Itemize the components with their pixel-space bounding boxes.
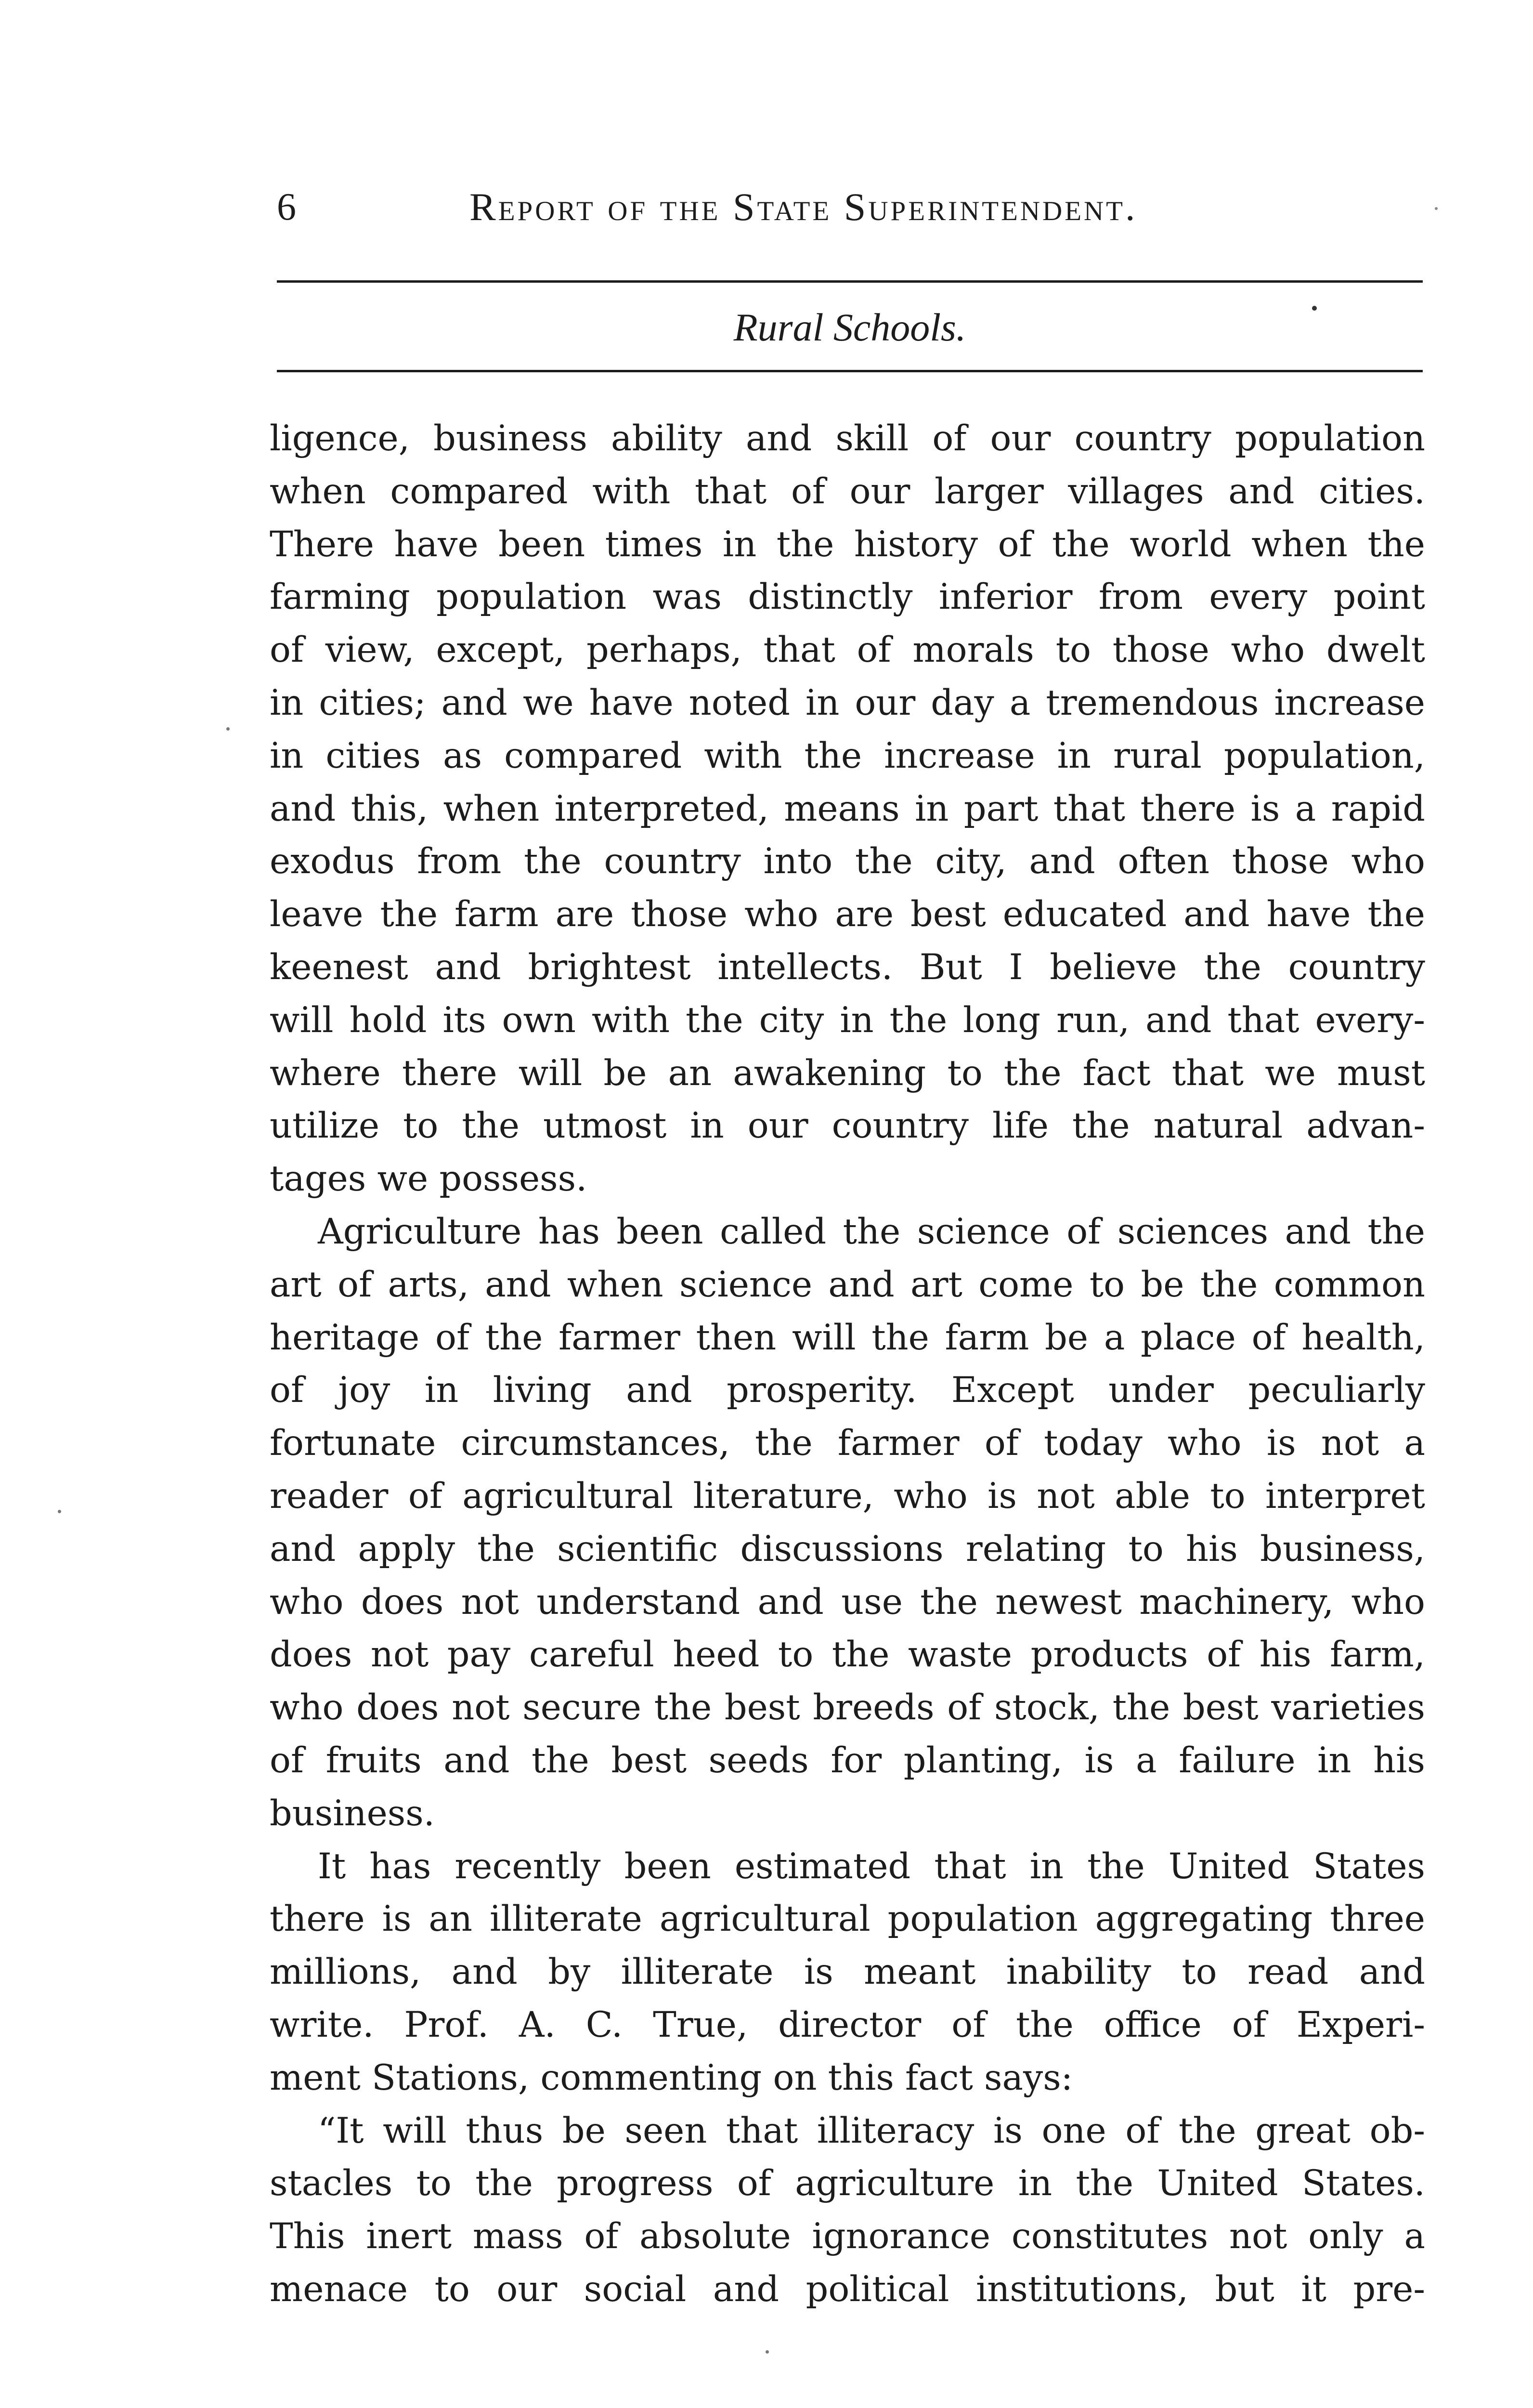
- print-speck: [1312, 306, 1317, 311]
- text-line: of joy in living and prosperity. Except under peculiarly: [270, 1370, 1425, 1411]
- text-line: in cities as compared with the increase in rural population,: [270, 735, 1425, 776]
- header-rule-top: [277, 280, 1423, 283]
- text-line: menace to our social and political institutions, but it pre-: [270, 2268, 1425, 2310]
- text-line: business.: [270, 1793, 435, 1834]
- print-speck: [1435, 207, 1438, 210]
- text-line: does not pay careful heed to the waste products of his farm,: [270, 1634, 1425, 1675]
- text-line: there is an illiterate agricultural population aggregating three: [270, 1898, 1425, 1940]
- print-speck: [226, 727, 230, 731]
- page-header: [277, 178, 1423, 236]
- text-line: of view, except, perhaps, that of morals to those who dwelt: [270, 629, 1425, 671]
- text-line: and this, when interpreted, means in part that there is a rapid: [270, 788, 1425, 829]
- text-line: in cities; and we have noted in our day a tremendous increase: [270, 682, 1425, 723]
- text-line: tages we possess.: [270, 1158, 587, 1200]
- body-text: [270, 412, 1425, 2316]
- text-line: keenest and brightest intellects. But I believe the country: [270, 946, 1425, 988]
- text-line: and apply the scientific discussions relating to his business,: [270, 1528, 1425, 1570]
- text-line: who does not understand and use the newest machinery, who: [270, 1581, 1425, 1623]
- page-number: 6: [277, 186, 296, 228]
- text-line: heritage of the farmer then will the farm be a place of health,: [270, 1317, 1425, 1358]
- text-line: millions, and by illiterate is meant inability to read and: [270, 1951, 1425, 1993]
- print-speck: [766, 2350, 769, 2354]
- text-line: ment Stations, commenting on this fact says:: [270, 2057, 1073, 2098]
- text-line: exodus from the country into the city, and often those who: [270, 841, 1425, 882]
- text-line: when compared with that of our larger villages and cities.: [270, 471, 1425, 512]
- text-line: farming population was distinctly inferior from every point: [270, 576, 1425, 618]
- print-speck: [58, 1510, 61, 1513]
- text-line: who does not secure the best breeds of stock, the best varieties: [270, 1687, 1425, 1728]
- header-rule-bottom: [277, 370, 1423, 372]
- paragraph-start-line: “It will thus be seen that illiteracy is one of the great ob-: [318, 2110, 1425, 2151]
- text-line: leave the farm are those who are best educated and have the: [270, 894, 1425, 935]
- text-line: write. Prof. A. C. True, director of the office of Experi-: [270, 2004, 1425, 2045]
- paragraph-start-line: It has recently been estimated that in the United States: [318, 1845, 1425, 1887]
- text-line: will hold its own with the city in the long run, and that every-: [270, 999, 1425, 1041]
- text-line: of fruits and the best seeds for planting, is a failure in his: [270, 1740, 1425, 1781]
- text-line: fortunate circumstances, the farmer of today who is not a: [270, 1423, 1425, 1464]
- text-line: reader of agricultural literature, who is not able to interpret: [270, 1475, 1425, 1517]
- running-title: Report of the State Superintendent.: [469, 185, 1138, 229]
- text-line: utilize to the utmost in our country life the natural advan-: [270, 1105, 1425, 1147]
- paragraph-start-line: Agriculture has been called the science of sciences and the: [318, 1211, 1425, 1252]
- text-line: This inert mass of absolute ignorance constitutes not only a: [270, 2216, 1425, 2257]
- text-line: stacles to the progress of agriculture in the United States.: [270, 2163, 1425, 2204]
- text-line: There have been times in the history of the world when the: [270, 523, 1425, 565]
- text-line: ligence, business ability and skill of our country population: [270, 418, 1425, 459]
- section-title: Rural Schools.: [733, 305, 966, 349]
- text-line: where there will be an awakening to the fact that we must: [270, 1052, 1425, 1094]
- text-line: art of arts, and when science and art come to be the common: [270, 1264, 1425, 1305]
